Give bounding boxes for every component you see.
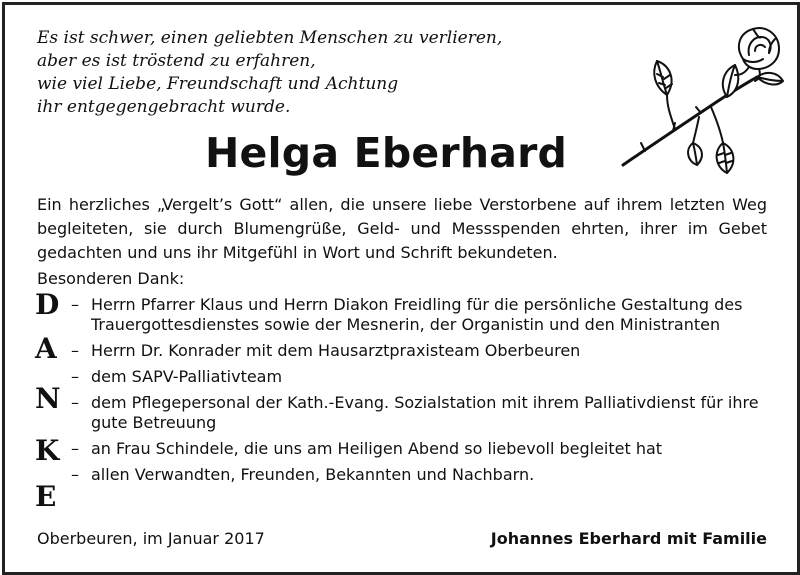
signature: Johannes Eberhard mit Familie xyxy=(490,529,767,548)
list-item xyxy=(71,439,771,459)
dash: – xyxy=(71,295,79,314)
list-item xyxy=(71,341,771,361)
poem-line: aber es ist tröstend zu erfahren, xyxy=(37,51,316,71)
place-date: Oberbeuren, im Januar 2017 xyxy=(37,529,265,548)
list-item-text: allen Verwandten, Freunden, Bekannten und Nachbarn. xyxy=(91,465,535,484)
danke-letter: N xyxy=(35,382,61,415)
danke-letter: K xyxy=(35,434,60,467)
dash: – xyxy=(71,465,79,484)
list-item-text: dem SAPV-Palliativteam xyxy=(91,367,283,386)
deceased-name: Helga Eberhard xyxy=(205,129,568,177)
list-item xyxy=(71,367,771,387)
list-item-text: Herrn Pfarrer Klaus und Herrn Diakon Freidling für die persönliche Gestaltung des Trauergottesdienstes sowie der Mesnerin, der Organistin und den Ministranten xyxy=(91,295,743,334)
danke-letter: A xyxy=(35,332,57,365)
danke-letters xyxy=(35,289,67,519)
special-thanks-label: Besonderen Dank: xyxy=(37,269,185,288)
obituary-notice xyxy=(2,2,800,575)
poem xyxy=(37,27,557,119)
dash: – xyxy=(71,367,79,386)
list-item-text: an Frau Schindele, die uns am Heiligen Abend so liebevoll begleitet hat xyxy=(91,439,663,458)
danke-letter: D xyxy=(35,288,60,321)
list-item xyxy=(71,465,771,485)
danke-letter: E xyxy=(35,480,57,513)
list-item xyxy=(71,295,771,335)
dash: – xyxy=(71,393,79,412)
list-item-text: dem Pflegepersonal der Kath.-Evang. Sozialstation mit ihrem Palliativdienst für ihre gute Betreuung xyxy=(91,393,759,432)
thanks-list xyxy=(71,295,771,491)
list-item xyxy=(71,393,771,433)
dash: – xyxy=(71,341,79,360)
dash: – xyxy=(71,439,79,458)
poem-line: ihr entgegengebracht wurde. xyxy=(37,97,291,117)
list-item-text: Herrn Dr. Konrader mit dem Hausarztpraxisteam Oberbeuren xyxy=(91,341,581,360)
poem-line: wie viel Liebe, Freundschaft und Achtung xyxy=(37,74,399,94)
poem-line: Es ist schwer, einen geliebten Menschen zu verlieren, xyxy=(37,28,503,48)
thanks-paragraph: Ein herzliches „Vergelt’s Gott“ allen, die unsere liebe Verstorbene auf ihrem letzten Weg begleiteten, sie durch Blumengrüße, Geld- und Messspenden ehrten, ihrer im Gebet gedachten und uns ihr Mitgefühl in Wort und Schrift bekundeten. xyxy=(37,195,767,262)
rose-icon xyxy=(615,25,785,175)
